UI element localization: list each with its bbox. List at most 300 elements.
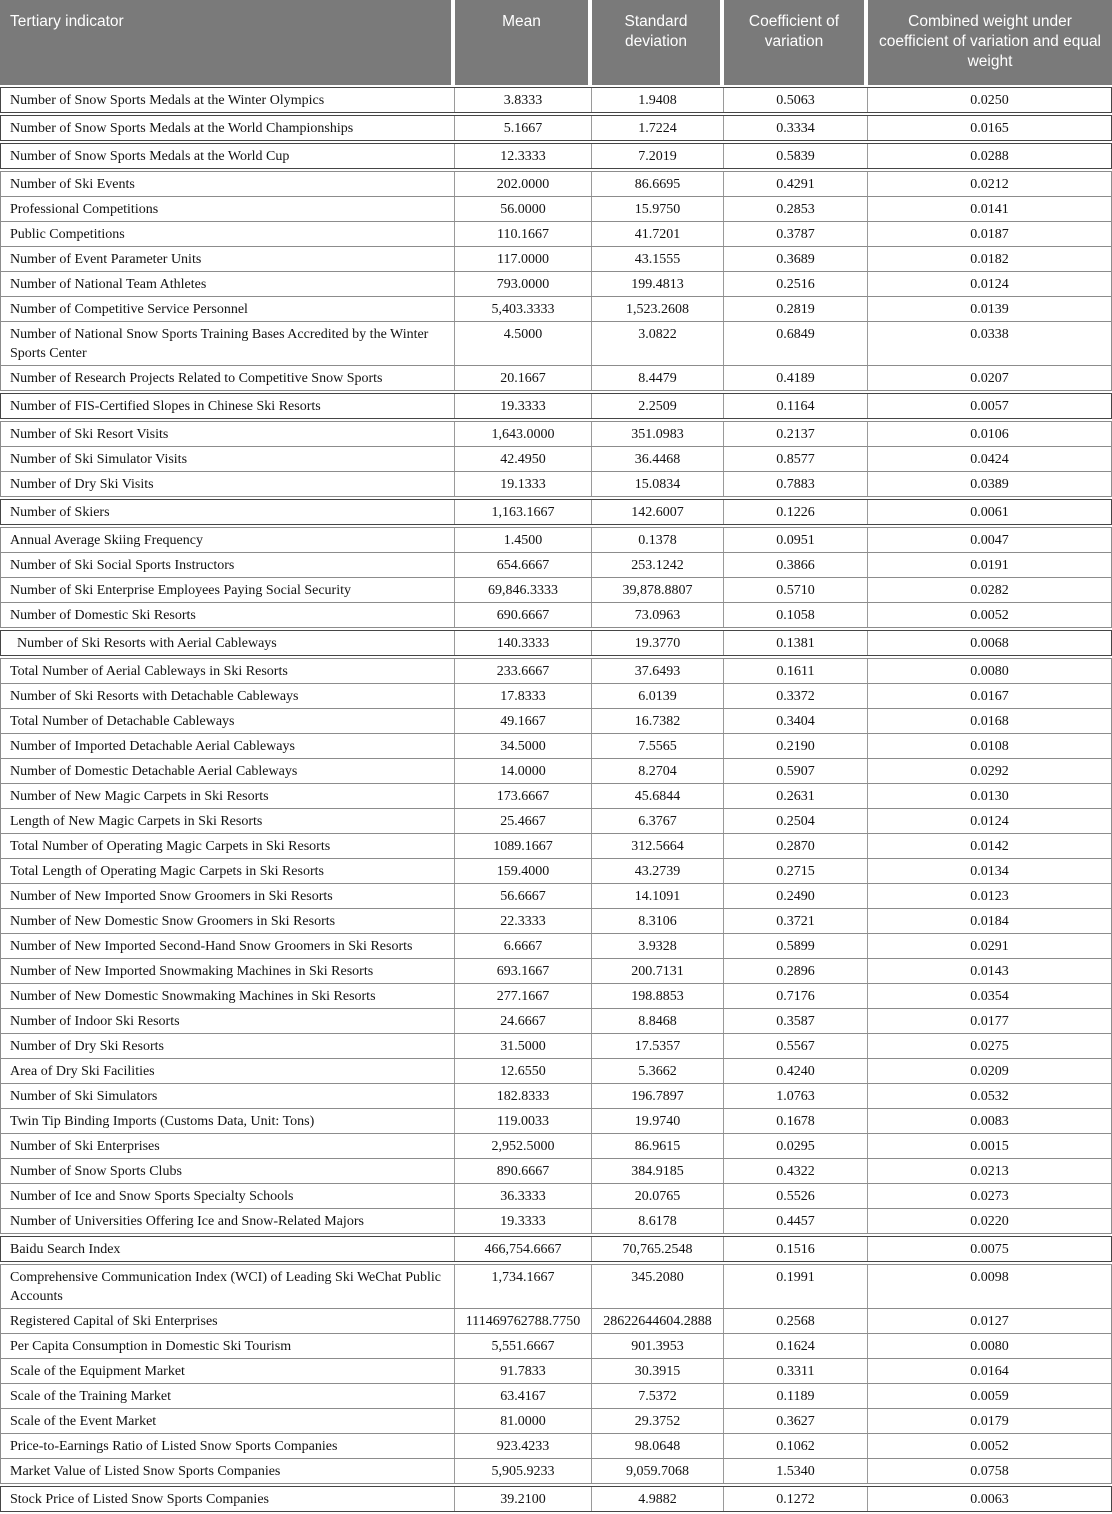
table-row bbox=[0, 222, 1112, 247]
cv-cell: 0.2853 bbox=[723, 197, 867, 221]
indicator-cell: Number of Ski Simulators bbox=[10, 1089, 158, 1104]
mean-cell: 119.0033 bbox=[454, 1109, 591, 1133]
indicator-cell: Total Number of Aerial Cableways in Ski Resorts bbox=[10, 664, 288, 679]
mean-cell: 31.5000 bbox=[454, 1034, 591, 1058]
weight-cell: 0.0213 bbox=[867, 1159, 1111, 1183]
sd-cell: 20.0765 bbox=[591, 1184, 723, 1208]
indicator-cell: Number of Dry Ski Visits bbox=[10, 477, 154, 492]
indicator-cell: Number of Ski Enterprises bbox=[10, 1139, 160, 1154]
table-row bbox=[0, 297, 1112, 322]
column-header-mean: Mean bbox=[455, 0, 588, 85]
table-row bbox=[0, 709, 1112, 734]
sd-cell: 200.7131 bbox=[591, 959, 723, 983]
cv-cell: 0.3311 bbox=[723, 1359, 867, 1383]
weight-cell: 0.0075 bbox=[867, 1237, 1111, 1261]
weight-cell: 0.0250 bbox=[867, 88, 1111, 112]
table-row bbox=[0, 834, 1112, 859]
cv-cell: 0.2516 bbox=[723, 272, 867, 296]
table-row bbox=[0, 472, 1112, 497]
indicator-cell: Number of Universities Offering Ice and Snow-Related Majors bbox=[10, 1214, 364, 1229]
cv-cell: 0.1164 bbox=[723, 394, 867, 418]
mean-cell: 233.6667 bbox=[454, 659, 591, 683]
column-header-standard-deviation: Standard deviation bbox=[592, 0, 720, 85]
indicator-cell: Number of Ski Resort Visits bbox=[10, 427, 169, 442]
table-row bbox=[0, 115, 1112, 141]
weight-cell: 0.0052 bbox=[867, 1434, 1111, 1458]
mean-cell: 182.8333 bbox=[454, 1084, 591, 1108]
weight-cell: 0.0143 bbox=[867, 959, 1111, 983]
mean-cell: 36.3333 bbox=[454, 1184, 591, 1208]
mean-cell: 56.0000 bbox=[454, 197, 591, 221]
table-row bbox=[0, 1236, 1112, 1262]
weight-cell: 0.0288 bbox=[867, 144, 1111, 168]
weight-cell: 0.0212 bbox=[867, 172, 1111, 196]
mean-cell: 6.6667 bbox=[454, 934, 591, 958]
cv-cell: 0.3627 bbox=[723, 1409, 867, 1433]
indicator-cell: Area of Dry Ski Facilities bbox=[10, 1064, 155, 1079]
cv-cell: 0.5526 bbox=[723, 1184, 867, 1208]
table-row bbox=[0, 984, 1112, 1009]
cv-cell: 0.2504 bbox=[723, 809, 867, 833]
cv-cell: 0.2490 bbox=[723, 884, 867, 908]
mean-cell: 24.6667 bbox=[454, 1009, 591, 1033]
mean-cell: 140.3333 bbox=[454, 631, 591, 655]
weight-cell: 0.0167 bbox=[867, 684, 1111, 708]
cv-cell: 0.4322 bbox=[723, 1159, 867, 1183]
sd-cell: 45.6844 bbox=[591, 784, 723, 808]
cv-cell: 0.3787 bbox=[723, 222, 867, 246]
cv-cell: 0.2819 bbox=[723, 297, 867, 321]
indicator-cell: Number of Ski Enterprise Employees Paying Social Security bbox=[10, 583, 351, 598]
cv-cell: 0.8577 bbox=[723, 447, 867, 471]
weight-cell: 0.0124 bbox=[867, 809, 1111, 833]
mean-cell: 923.4233 bbox=[454, 1434, 591, 1458]
indicator-cell: Number of Dry Ski Resorts bbox=[10, 1039, 164, 1054]
cv-cell: 0.0295 bbox=[723, 1134, 867, 1158]
weight-cell: 0.0108 bbox=[867, 734, 1111, 758]
cv-cell: 0.4240 bbox=[723, 1059, 867, 1083]
weight-cell: 0.0338 bbox=[867, 322, 1111, 365]
table-row bbox=[0, 322, 1112, 366]
weight-cell: 0.0139 bbox=[867, 297, 1111, 321]
mean-cell: 12.3333 bbox=[454, 144, 591, 168]
mean-cell: 63.4167 bbox=[454, 1384, 591, 1408]
sd-cell: 30.3915 bbox=[591, 1359, 723, 1383]
weight-cell: 0.0275 bbox=[867, 1034, 1111, 1058]
table-row bbox=[0, 734, 1112, 759]
weight-cell: 0.0141 bbox=[867, 197, 1111, 221]
sd-cell: 7.2019 bbox=[591, 144, 723, 168]
table-row bbox=[0, 1334, 1112, 1359]
indicator-cell: Professional Competitions bbox=[10, 202, 159, 217]
cv-cell: 0.3334 bbox=[723, 116, 867, 140]
sd-cell: 142.6007 bbox=[591, 500, 723, 524]
table-row bbox=[0, 1109, 1112, 1134]
sd-cell: 19.9740 bbox=[591, 1109, 723, 1133]
indicator-cell: Number of National Snow Sports Training Bases Accredited by the Winter Sports Center bbox=[10, 327, 429, 361]
weight-cell: 0.0063 bbox=[867, 1487, 1111, 1511]
table-row bbox=[0, 553, 1112, 578]
mean-cell: 39.2100 bbox=[454, 1487, 591, 1511]
weight-cell: 0.0080 bbox=[867, 1334, 1111, 1358]
weight-cell: 0.0068 bbox=[867, 631, 1111, 655]
cv-cell: 0.3404 bbox=[723, 709, 867, 733]
indicator-cell: Number of FIS-Certified Slopes in Chinese Ski Resorts bbox=[10, 399, 321, 414]
indicator-cell: Number of New Domestic Snowmaking Machines in Ski Resorts bbox=[10, 989, 376, 1004]
table-row bbox=[0, 859, 1112, 884]
sd-cell: 6.0139 bbox=[591, 684, 723, 708]
sd-cell: 198.8853 bbox=[591, 984, 723, 1008]
sd-cell: 5.3662 bbox=[591, 1059, 723, 1083]
table-row bbox=[0, 1409, 1112, 1434]
table-row bbox=[0, 366, 1112, 391]
indicator-cell: Number of Domestic Detachable Aerial Cableways bbox=[10, 764, 298, 779]
sd-cell: 39,878.8807 bbox=[591, 578, 723, 602]
table-body bbox=[0, 87, 1112, 1512]
indicator-cell: Comprehensive Communication Index (WCI) of Leading Ski WeChat Public Accounts bbox=[10, 1270, 441, 1304]
weight-cell: 0.0182 bbox=[867, 247, 1111, 271]
cv-cell: 0.1611 bbox=[723, 659, 867, 683]
table-row bbox=[0, 421, 1112, 447]
mean-cell: 91.7833 bbox=[454, 1359, 591, 1383]
mean-cell: 654.6667 bbox=[454, 553, 591, 577]
indicator-cell: Number of Ski Social Sports Instructors bbox=[10, 558, 235, 573]
column-header-combined-weight: Combined weight under coefficient of variation and equal weight bbox=[868, 0, 1112, 85]
mean-cell: 111469762788.7750 bbox=[454, 1309, 591, 1333]
sd-cell: 19.3770 bbox=[591, 631, 723, 655]
table-row bbox=[0, 197, 1112, 222]
weight-cell: 0.0106 bbox=[867, 422, 1111, 446]
table-row bbox=[0, 393, 1112, 419]
table-row bbox=[0, 658, 1112, 684]
mean-cell: 466,754.6667 bbox=[454, 1237, 591, 1261]
weight-cell: 0.0292 bbox=[867, 759, 1111, 783]
weight-cell: 0.0124 bbox=[867, 272, 1111, 296]
mean-cell: 5,905.9233 bbox=[454, 1459, 591, 1483]
sd-cell: 2.2509 bbox=[591, 394, 723, 418]
weight-cell: 0.0080 bbox=[867, 659, 1111, 683]
cv-cell: 0.2896 bbox=[723, 959, 867, 983]
indicator-cell: Price-to-Earnings Ratio of Listed Snow Sports Companies bbox=[10, 1439, 338, 1454]
table-row bbox=[0, 578, 1112, 603]
mean-cell: 1,734.1667 bbox=[454, 1265, 591, 1308]
weight-cell: 0.0424 bbox=[867, 447, 1111, 471]
cv-cell: 0.3721 bbox=[723, 909, 867, 933]
sd-cell: 312.5664 bbox=[591, 834, 723, 858]
table-row bbox=[0, 527, 1112, 553]
cv-cell: 0.3866 bbox=[723, 553, 867, 577]
sd-cell: 901.3953 bbox=[591, 1334, 723, 1358]
sd-cell: 37.6493 bbox=[591, 659, 723, 683]
table-row bbox=[0, 759, 1112, 784]
sd-cell: 8.4479 bbox=[591, 366, 723, 390]
weight-cell: 0.0532 bbox=[867, 1084, 1111, 1108]
weight-cell: 0.0061 bbox=[867, 500, 1111, 524]
cv-cell: 0.1991 bbox=[723, 1265, 867, 1308]
indicator-cell: Total Length of Operating Magic Carpets in Ski Resorts bbox=[10, 864, 324, 879]
cv-cell: 0.1381 bbox=[723, 631, 867, 655]
weight-cell: 0.0282 bbox=[867, 578, 1111, 602]
mean-cell: 20.1667 bbox=[454, 366, 591, 390]
table-row bbox=[0, 1059, 1112, 1084]
indicator-cell: Number of Domestic Ski Resorts bbox=[10, 608, 196, 623]
indicator-cell: Per Capita Consumption in Domestic Ski Tourism bbox=[10, 1339, 292, 1354]
indicator-cell: Number of Ski Simulator Visits bbox=[10, 452, 188, 467]
table-row bbox=[0, 934, 1112, 959]
cv-cell: 0.1678 bbox=[723, 1109, 867, 1133]
cv-cell: 0.5899 bbox=[723, 934, 867, 958]
weight-cell: 0.0134 bbox=[867, 859, 1111, 883]
mean-cell: 1089.1667 bbox=[454, 834, 591, 858]
sd-cell: 16.7382 bbox=[591, 709, 723, 733]
weight-cell: 0.0273 bbox=[867, 1184, 1111, 1208]
sd-cell: 3.0822 bbox=[591, 322, 723, 365]
weight-cell: 0.0168 bbox=[867, 709, 1111, 733]
mean-cell: 890.6667 bbox=[454, 1159, 591, 1183]
mean-cell: 69,846.3333 bbox=[454, 578, 591, 602]
indicator-cell: Twin Tip Binding Imports (Customs Data, Unit: Tons) bbox=[10, 1114, 315, 1129]
sd-cell: 98.0648 bbox=[591, 1434, 723, 1458]
sd-cell: 8.2704 bbox=[591, 759, 723, 783]
weight-cell: 0.0142 bbox=[867, 834, 1111, 858]
table-row bbox=[0, 499, 1112, 525]
table-row bbox=[0, 1209, 1112, 1234]
mean-cell: 2,952.5000 bbox=[454, 1134, 591, 1158]
sd-cell: 3.9328 bbox=[591, 934, 723, 958]
indicator-cell: Number of Snow Sports Medals at the World Cup bbox=[10, 149, 290, 164]
mean-cell: 42.4950 bbox=[454, 447, 591, 471]
mean-cell: 19.3333 bbox=[454, 394, 591, 418]
table-row bbox=[0, 603, 1112, 628]
sd-cell: 1.7224 bbox=[591, 116, 723, 140]
indicator-cell: Scale of the Training Market bbox=[10, 1389, 171, 1404]
weight-cell: 0.0191 bbox=[867, 553, 1111, 577]
cv-cell: 0.2190 bbox=[723, 734, 867, 758]
indicator-cell: Length of New Magic Carpets in Ski Resorts bbox=[10, 814, 263, 829]
table-row bbox=[0, 1134, 1112, 1159]
cv-cell: 0.1272 bbox=[723, 1487, 867, 1511]
cv-cell: 0.4457 bbox=[723, 1209, 867, 1233]
cv-cell: 0.1189 bbox=[723, 1384, 867, 1408]
table-row bbox=[0, 909, 1112, 934]
weight-cell: 0.0052 bbox=[867, 603, 1111, 627]
sd-cell: 351.0983 bbox=[591, 422, 723, 446]
sd-cell: 384.9185 bbox=[591, 1159, 723, 1183]
mean-cell: 25.4667 bbox=[454, 809, 591, 833]
indicator-cell: Number of Imported Detachable Aerial Cableways bbox=[10, 739, 295, 754]
indicator-cell: Market Value of Listed Snow Sports Companies bbox=[10, 1464, 281, 1479]
sd-cell: 8.3106 bbox=[591, 909, 723, 933]
mean-cell: 1.4500 bbox=[454, 528, 591, 552]
table-row bbox=[0, 1159, 1112, 1184]
sd-cell: 14.1091 bbox=[591, 884, 723, 908]
sd-cell: 17.5357 bbox=[591, 1034, 723, 1058]
mean-cell: 693.1667 bbox=[454, 959, 591, 983]
mean-cell: 19.3333 bbox=[454, 1209, 591, 1233]
cv-cell: 0.1226 bbox=[723, 500, 867, 524]
indicator-cell: Stock Price of Listed Snow Sports Companies bbox=[10, 1492, 269, 1507]
indicator-cell: Number of New Domestic Snow Groomers in Ski Resorts bbox=[10, 914, 336, 929]
table-row bbox=[0, 684, 1112, 709]
sd-cell: 15.0834 bbox=[591, 472, 723, 496]
cv-cell: 0.7883 bbox=[723, 472, 867, 496]
mean-cell: 5,551.6667 bbox=[454, 1334, 591, 1358]
sd-cell: 43.1555 bbox=[591, 247, 723, 271]
cv-cell: 0.1624 bbox=[723, 1334, 867, 1358]
mean-cell: 110.1667 bbox=[454, 222, 591, 246]
indicator-cell: Number of Ice and Snow Sports Specialty Schools bbox=[10, 1189, 294, 1204]
indicator-cell: Number of New Imported Second-Hand Snow Groomers in Ski Resorts bbox=[10, 939, 413, 954]
cv-cell: 0.3689 bbox=[723, 247, 867, 271]
table-row bbox=[0, 143, 1112, 169]
indicator-cell: Number of Event Parameter Units bbox=[10, 252, 202, 267]
mean-cell: 14.0000 bbox=[454, 759, 591, 783]
cv-cell: 0.7176 bbox=[723, 984, 867, 1008]
sd-cell: 36.4468 bbox=[591, 447, 723, 471]
mean-cell: 22.3333 bbox=[454, 909, 591, 933]
sd-cell: 73.0963 bbox=[591, 603, 723, 627]
weight-cell: 0.0354 bbox=[867, 984, 1111, 1008]
sd-cell: 8.6178 bbox=[591, 1209, 723, 1233]
sd-cell: 86.9615 bbox=[591, 1134, 723, 1158]
indicator-cell: Registered Capital of Ski Enterprises bbox=[10, 1314, 218, 1329]
mean-cell: 277.1667 bbox=[454, 984, 591, 1008]
mean-cell: 5.1667 bbox=[454, 116, 591, 140]
table-row bbox=[0, 809, 1112, 834]
cv-cell: 0.5839 bbox=[723, 144, 867, 168]
sd-cell: 4.9882 bbox=[591, 1487, 723, 1511]
indicator-cell: Scale of the Event Market bbox=[10, 1414, 157, 1429]
cv-cell: 0.3587 bbox=[723, 1009, 867, 1033]
mean-cell: 117.0000 bbox=[454, 247, 591, 271]
indicator-cell: Number of New Imported Snow Groomers in Ski Resorts bbox=[10, 889, 333, 904]
indicator-cell: Baidu Search Index bbox=[10, 1242, 121, 1257]
sd-cell: 41.7201 bbox=[591, 222, 723, 246]
indicator-cell: Number of Ski Events bbox=[10, 177, 135, 192]
table-row bbox=[0, 1459, 1112, 1484]
sd-cell: 28622644604.2888 bbox=[591, 1309, 723, 1333]
table-row bbox=[0, 1034, 1112, 1059]
mean-cell: 202.0000 bbox=[454, 172, 591, 196]
weight-cell: 0.0130 bbox=[867, 784, 1111, 808]
sd-cell: 8.8468 bbox=[591, 1009, 723, 1033]
mean-cell: 17.8333 bbox=[454, 684, 591, 708]
sd-cell: 1.9408 bbox=[591, 88, 723, 112]
indicator-cell: Number of Competitive Service Personnel bbox=[10, 302, 248, 317]
mean-cell: 49.1667 bbox=[454, 709, 591, 733]
sd-cell: 6.3767 bbox=[591, 809, 723, 833]
table-row bbox=[0, 1184, 1112, 1209]
weight-cell: 0.0177 bbox=[867, 1009, 1111, 1033]
mean-cell: 56.6667 bbox=[454, 884, 591, 908]
table-row bbox=[0, 1009, 1112, 1034]
table-row bbox=[0, 884, 1112, 909]
indicator-cell: Number of Snow Sports Medals at the Winter Olympics bbox=[10, 93, 325, 108]
table-row bbox=[0, 247, 1112, 272]
sd-cell: 43.2739 bbox=[591, 859, 723, 883]
weight-cell: 0.0389 bbox=[867, 472, 1111, 496]
indicator-cell: Scale of the Equipment Market bbox=[10, 1364, 185, 1379]
cv-cell: 0.2715 bbox=[723, 859, 867, 883]
cv-cell: 0.4291 bbox=[723, 172, 867, 196]
sd-cell: 0.1378 bbox=[591, 528, 723, 552]
weight-cell: 0.0165 bbox=[867, 116, 1111, 140]
table-row bbox=[0, 1384, 1112, 1409]
weight-cell: 0.0057 bbox=[867, 394, 1111, 418]
indicator-cell: Number of New Magic Carpets in Ski Resorts bbox=[10, 789, 269, 804]
weight-cell: 0.0123 bbox=[867, 884, 1111, 908]
indicator-cell: Annual Average Skiing Frequency bbox=[10, 533, 203, 548]
mean-cell: 793.0000 bbox=[454, 272, 591, 296]
weight-cell: 0.0127 bbox=[867, 1309, 1111, 1333]
table-row bbox=[0, 1264, 1112, 1309]
weight-cell: 0.0184 bbox=[867, 909, 1111, 933]
weight-cell: 0.0083 bbox=[867, 1109, 1111, 1133]
sd-cell: 7.5565 bbox=[591, 734, 723, 758]
sd-cell: 86.6695 bbox=[591, 172, 723, 196]
mean-cell: 4.5000 bbox=[454, 322, 591, 365]
cv-cell: 0.4189 bbox=[723, 366, 867, 390]
column-header-coefficient-of-variation: Coefficient of variation bbox=[724, 0, 864, 85]
sd-cell: 199.4813 bbox=[591, 272, 723, 296]
table-row bbox=[0, 1359, 1112, 1384]
cv-cell: 1.0763 bbox=[723, 1084, 867, 1108]
indicator-cell: Number of Ski Resorts with Aerial Cableways bbox=[17, 636, 277, 651]
mean-cell: 19.1333 bbox=[454, 472, 591, 496]
indicator-cell: Number of Ski Resorts with Detachable Cableways bbox=[10, 689, 299, 704]
cv-cell: 0.5710 bbox=[723, 578, 867, 602]
indicator-cell: Number of Skiers bbox=[10, 505, 110, 520]
indicator-cell: Total Number of Detachable Cableways bbox=[10, 714, 235, 729]
table-row bbox=[0, 87, 1112, 113]
weight-cell: 0.0209 bbox=[867, 1059, 1111, 1083]
sd-cell: 15.9750 bbox=[591, 197, 723, 221]
weight-cell: 0.0098 bbox=[867, 1265, 1111, 1308]
cv-cell: 0.0951 bbox=[723, 528, 867, 552]
weight-cell: 0.0758 bbox=[867, 1459, 1111, 1483]
cv-cell: 0.2137 bbox=[723, 422, 867, 446]
sd-cell: 253.1242 bbox=[591, 553, 723, 577]
weight-cell: 0.0164 bbox=[867, 1359, 1111, 1383]
indicator-cell: Number of National Team Athletes bbox=[10, 277, 207, 292]
mean-cell: 34.5000 bbox=[454, 734, 591, 758]
cv-cell: 0.1062 bbox=[723, 1434, 867, 1458]
mean-cell: 1,163.1667 bbox=[454, 500, 591, 524]
weight-cell: 0.0291 bbox=[867, 934, 1111, 958]
sd-cell: 9,059.7068 bbox=[591, 1459, 723, 1483]
table-row bbox=[0, 1309, 1112, 1334]
mean-cell: 1,643.0000 bbox=[454, 422, 591, 446]
weight-cell: 0.0047 bbox=[867, 528, 1111, 552]
mean-cell: 173.6667 bbox=[454, 784, 591, 808]
cv-cell: 0.1516 bbox=[723, 1237, 867, 1261]
mean-cell: 159.4000 bbox=[454, 859, 591, 883]
sd-cell: 7.5372 bbox=[591, 1384, 723, 1408]
table-header-row bbox=[0, 0, 1112, 85]
weight-cell: 0.0059 bbox=[867, 1384, 1111, 1408]
cv-cell: 0.2631 bbox=[723, 784, 867, 808]
indicator-cell: Public Competitions bbox=[10, 227, 125, 242]
indicator-cell: Number of New Imported Snowmaking Machines in Ski Resorts bbox=[10, 964, 374, 979]
weight-cell: 0.0187 bbox=[867, 222, 1111, 246]
sd-cell: 1,523.2608 bbox=[591, 297, 723, 321]
weight-cell: 0.0207 bbox=[867, 366, 1111, 390]
table-row bbox=[0, 171, 1112, 197]
mean-cell: 12.6550 bbox=[454, 1059, 591, 1083]
cv-cell: 0.2870 bbox=[723, 834, 867, 858]
table-row bbox=[0, 1434, 1112, 1459]
sd-cell: 29.3752 bbox=[591, 1409, 723, 1433]
